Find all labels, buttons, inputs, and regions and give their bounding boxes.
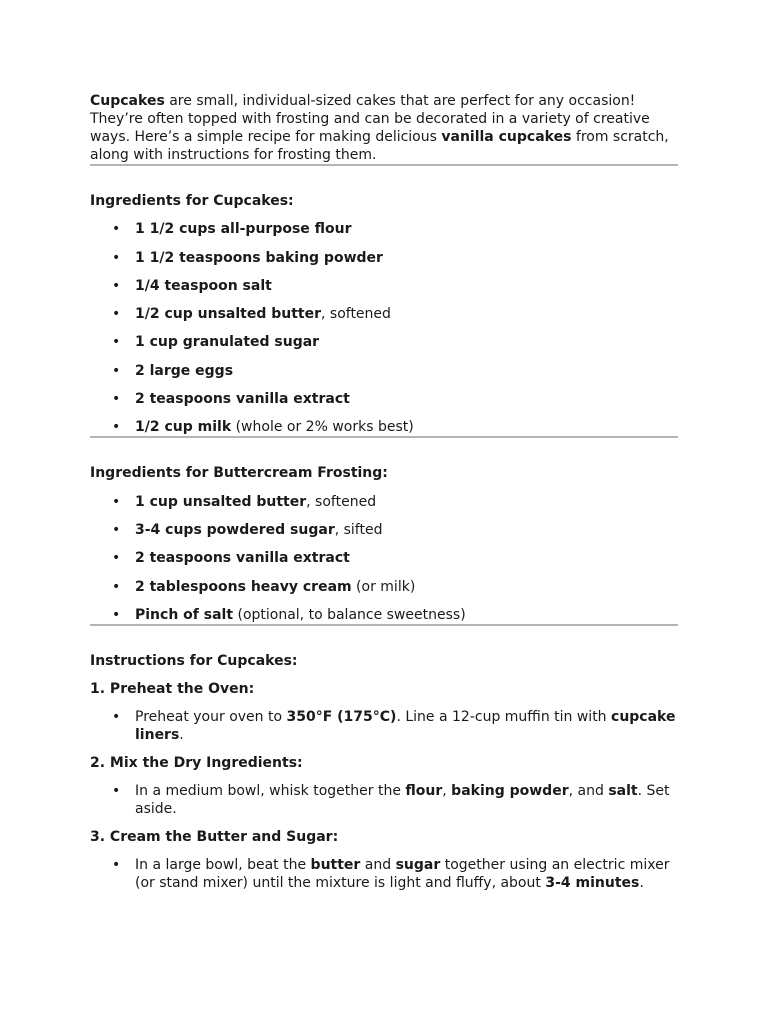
frosting-ingredients-heading: Ingredients for Buttercream Frosting:: [90, 465, 388, 482]
step-bullets: [90, 708, 678, 744]
list-item: [90, 606, 678, 624]
list-item: [90, 856, 678, 892]
list-item: [90, 521, 678, 539]
list-item: [90, 333, 678, 351]
ingredient-name: 1/4 teaspoon salt: [135, 277, 272, 294]
step-text: Preheat your oven to: [135, 708, 287, 725]
instructions-heading: Instructions for Cupcakes:: [90, 652, 298, 669]
ingredient-name: 2 tablespoons heavy cream: [135, 578, 352, 595]
intro-paragraph: [90, 92, 678, 164]
ingredient-name: 1/2 cup unsalted butter: [135, 306, 321, 323]
list-item: [90, 549, 678, 567]
intro-bold-cupcakes: Cupcakes: [90, 93, 165, 109]
ingredient-name: 1 1/2 cups all-purpose flour: [135, 221, 352, 238]
step-text: . Set aside.: [135, 782, 670, 817]
list-item: [90, 277, 678, 295]
ingredient-name: 2 large eggs: [135, 362, 234, 379]
step-bold: 3-4 minutes: [545, 874, 640, 891]
intro-bold-vanilla-cupcakes: vanilla cupcakes: [441, 129, 572, 145]
step-bold: cupcake liners: [135, 708, 676, 743]
ingredient-name: 1 cup granulated sugar: [135, 334, 320, 351]
cupcake-ingredients-heading: Ingredients for Cupcakes:: [90, 193, 294, 209]
ingredient-note: , sifted: [334, 521, 383, 538]
list-item: [90, 362, 678, 380]
step-title: 2. Mix the Dry Ingredients:: [90, 754, 303, 771]
ingredient-note: (whole or 2% works best): [231, 419, 414, 436]
step-text: ,: [442, 782, 452, 799]
step-text: In a large bowl, beat the: [135, 856, 311, 873]
step-bullets: [90, 856, 678, 892]
ingredient-note: (optional, to balance sweetness): [233, 606, 466, 623]
list-item: [90, 578, 678, 596]
cupcake-ingredients-list: [90, 220, 678, 436]
ingredient-name: 1 1/2 teaspoons baking powder: [135, 249, 383, 266]
step-title: 3. Cream the Butter and Sugar:: [90, 828, 339, 845]
step-text: and: [360, 856, 396, 873]
ingredient-name: 2 teaspoons vanilla extract: [135, 391, 350, 408]
list-item: [90, 220, 678, 238]
step-text: .: [639, 874, 644, 891]
ingredient-note: , softened: [306, 493, 377, 510]
step-bullets: [90, 782, 678, 818]
section-divider: [90, 164, 678, 166]
frosting-ingredients-list: [90, 493, 678, 624]
step-title: 1. Preheat the Oven:: [90, 680, 255, 697]
step-bold: sugar: [395, 856, 441, 873]
intro-text: are small, individual-sized cakes that are perfect for any occasion! They’re often topped with frosting and can be decorated in a variety of creative ways. Here’s a simple recipe for making delicious: [90, 93, 650, 145]
step-text: together using an electric mixer (or stand mixer) until the mixture is light and fluffy, about: [135, 856, 670, 891]
section-divider: [90, 436, 678, 438]
step-text: In a medium bowl, whisk together the: [135, 782, 406, 799]
list-item: [90, 390, 678, 408]
ingredient-name: 3-4 cups powdered sugar: [135, 521, 335, 538]
ingredient-name: 1/2 cup milk: [135, 419, 232, 436]
list-item: [90, 493, 678, 511]
list-item: [90, 708, 678, 744]
step-bold: flour: [405, 782, 443, 799]
step-bold: butter: [310, 856, 361, 873]
list-item: [90, 418, 678, 436]
intro-text: from scratch, along with instructions for frosting them.: [90, 129, 669, 163]
recipe-document: [90, 92, 678, 892]
step-text: , and: [568, 782, 609, 799]
step-text: .: [179, 726, 184, 743]
list-item: [90, 782, 678, 818]
ingredient-name: 1 cup unsalted butter: [135, 493, 307, 510]
list-item: [90, 305, 678, 323]
ingredient-note: , softened: [321, 306, 391, 323]
step-bold: salt: [608, 782, 638, 799]
ingredient-note: (or milk): [351, 578, 416, 595]
section-divider: [90, 624, 678, 626]
step-bold: 350°F (175°C): [286, 708, 397, 725]
step-text: . Line a 12-cup muffin tin with: [396, 708, 612, 725]
ingredient-name: 2 teaspoons vanilla extract: [135, 550, 350, 567]
step-bold: baking powder: [451, 782, 569, 799]
ingredient-name: Pinch of salt: [135, 606, 234, 623]
list-item: [90, 249, 678, 267]
